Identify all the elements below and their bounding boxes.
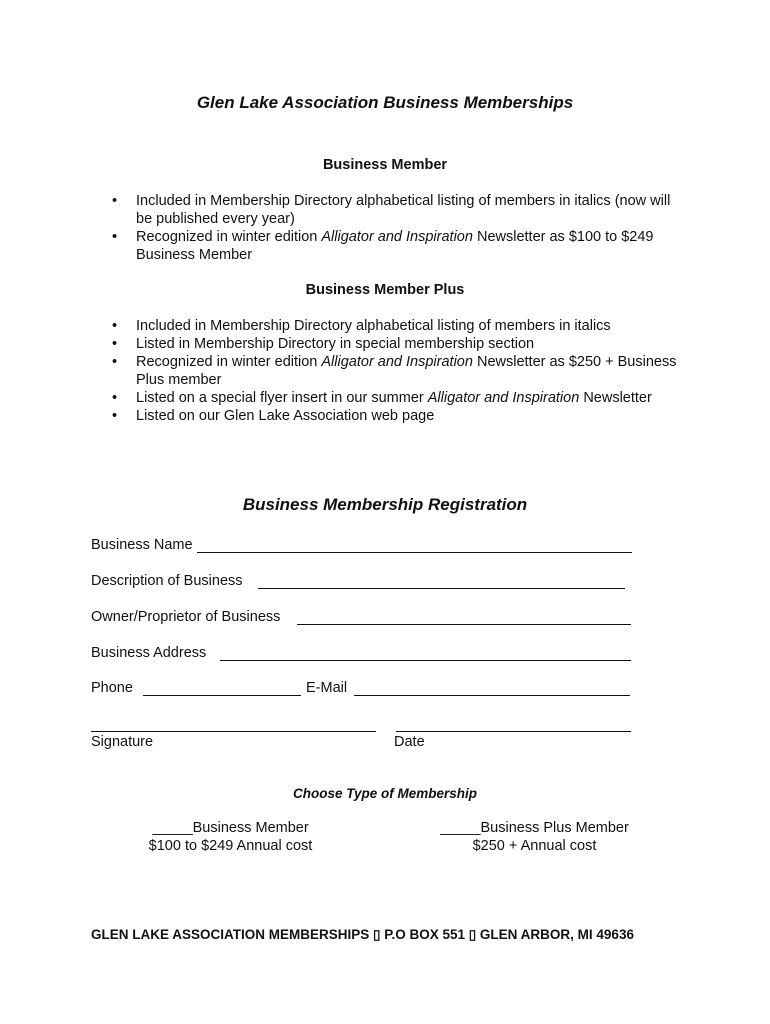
address-field[interactable]: [220, 660, 631, 661]
business-member-list: [110, 192, 690, 264]
business-member-heading: Business Member: [322, 157, 448, 173]
page-title: Glen Lake Association Business Memberships: [196, 93, 574, 112]
list-item: • Included in Membership Directory alphabetical listing of members in italics (now will be published every year): [110, 192, 690, 228]
owner-field[interactable]: [297, 624, 631, 625]
business-name-row: [91, 537, 193, 557]
signature-label: Signature: [91, 734, 154, 750]
business-name-field[interactable]: [197, 552, 632, 553]
owner-row: [91, 609, 280, 629]
business-member-plus-list: [110, 317, 690, 425]
date-field[interactable]: [396, 731, 631, 732]
email-label: E-Mail: [306, 680, 348, 696]
list-item: • Listed on a special flyer insert in our summer Alligator and Inspiration Newsletter: [110, 389, 690, 407]
option-cost: $100 to $249 Annual cost: [148, 838, 313, 854]
option-blank: _____: [440, 820, 481, 836]
phone-field[interactable]: [143, 695, 301, 696]
membership-type-heading: Choose Type of Membership: [292, 786, 478, 801]
owner-label: Owner/Proprietor of Business: [91, 609, 281, 625]
option-label: Business Plus Member: [480, 820, 629, 836]
description-field[interactable]: [258, 588, 625, 589]
description-row: [91, 573, 243, 593]
list-item: • Recognized in winter edition Alligator and Inspiration Newsletter as $250 + Business Plus member: [110, 353, 690, 389]
list-item: • Listed on our Glen Lake Association web page: [110, 407, 690, 425]
list-item: • Included in Membership Directory alphabetical listing of members in italics: [110, 317, 690, 335]
option-label: Business Member: [192, 820, 309, 836]
business-name-label: Business Name: [91, 537, 193, 553]
business-plus-member-option[interactable]: [417, 819, 652, 855]
phone-label: Phone: [91, 680, 133, 696]
email-field[interactable]: [354, 695, 630, 696]
option-blank: _____: [152, 820, 193, 836]
option-cost: $250 + Annual cost: [472, 838, 597, 854]
business-member-option[interactable]: [118, 819, 343, 855]
footer-address: GLEN LAKE ASSOCIATION MEMBERSHIPS ▯ P.O BOX 551 ▯ GLEN ARBOR, MI 49636: [91, 927, 634, 942]
registration-heading: Business Membership Registration: [242, 495, 528, 514]
date-label: Date: [394, 734, 425, 750]
address-label: Business Address: [91, 645, 207, 661]
list-item: • Recognized in winter edition Alligator and Inspiration Newsletter as $100 to $249 Business Member: [110, 228, 690, 264]
business-member-plus-heading: Business Member Plus: [305, 282, 465, 298]
description-label: Description of Business: [91, 573, 243, 589]
list-item: • Listed in Membership Directory in special membership section: [110, 335, 690, 353]
signature-field[interactable]: [91, 731, 376, 732]
phone-row: [91, 680, 133, 700]
address-row: [91, 645, 206, 665]
